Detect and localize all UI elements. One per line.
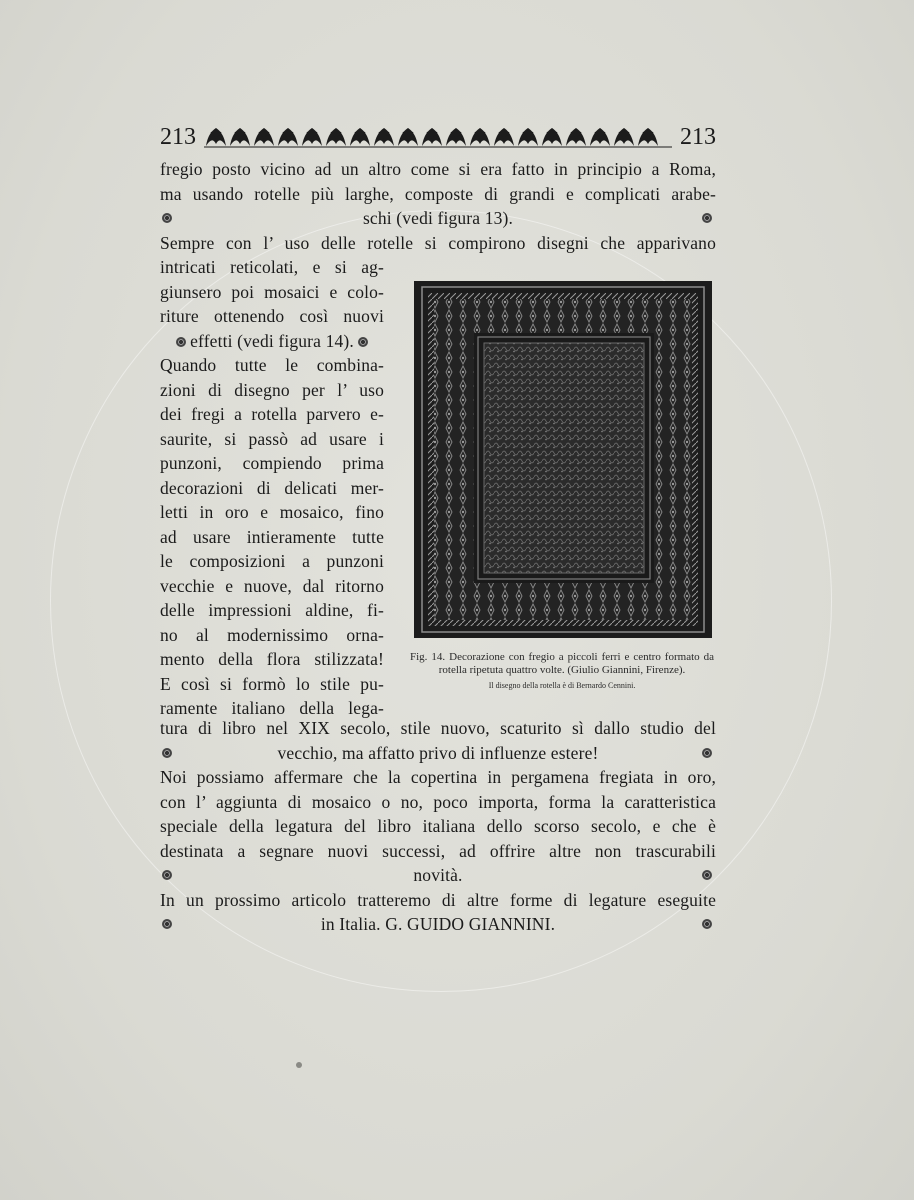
ornament-icon bbox=[702, 748, 712, 758]
ornament-icon bbox=[358, 337, 368, 347]
text-line: mento della flora stilizzata! bbox=[160, 649, 384, 669]
text-line: speciale della legatura del libro italiana dello scorso secolo, e che è bbox=[160, 816, 716, 836]
caption-credit: Il disegno della rotella è di Bernardo Cennini. bbox=[488, 681, 636, 690]
text-line: letti in oro e mosaico, fino bbox=[160, 502, 384, 522]
ornament-icon bbox=[702, 919, 712, 929]
text-line: ad usare intieramente tutte bbox=[160, 526, 384, 547]
text-line: tura di libro nel XIX secolo, stile nuovo, scaturito sì dallo studio del bbox=[160, 718, 716, 738]
text-line: novità. bbox=[413, 865, 463, 885]
text-line-centered bbox=[160, 741, 716, 766]
text-line: no al modernissimo orna- bbox=[160, 624, 384, 645]
text-line: riture ottenendo così nuovi bbox=[160, 306, 384, 326]
text-line: schi (vedi figura 13). bbox=[362, 208, 514, 228]
page-number-left: 213 bbox=[160, 124, 196, 150]
text-line: giunsero poi mosaici e colo- bbox=[160, 281, 384, 302]
text-line: saurite, si passò ad usare i bbox=[160, 428, 384, 449]
text-line-signature: in Italia. G. GUIDO GIANNINI. bbox=[320, 914, 556, 934]
ornament-icon bbox=[702, 870, 712, 880]
text-line: le composizioni a punzoni bbox=[160, 551, 384, 571]
ornament-icon bbox=[162, 748, 172, 758]
paper-speck bbox=[296, 1062, 302, 1068]
text-line: In un prossimo articolo tratteremo di altre forme di legature eseguite bbox=[160, 889, 716, 910]
text-line: con l’ aggiunta di mosaico o no, poco importa, forma la caratteristica bbox=[160, 791, 716, 812]
ornamental-frieze-icon bbox=[204, 126, 672, 148]
text-line-ornamented bbox=[160, 329, 384, 354]
text-line: Noi possiamo affermare che la copertina in pergamena fregiata in oro, bbox=[160, 767, 716, 787]
book-cover-figure bbox=[414, 281, 712, 638]
text-line-centered bbox=[160, 912, 716, 937]
text-line-centered bbox=[160, 863, 716, 888]
text-line: punzoni, compiendo prima bbox=[160, 453, 384, 473]
text-line: fregio posto vicino ad un altro come si era fatto in principio a Roma, bbox=[160, 159, 716, 179]
text-line-centered bbox=[160, 206, 716, 231]
text-line: vecchio, ma affatto privo di influenze estere! bbox=[277, 742, 599, 763]
text-line: destinata a segnare nuovi successi, ad offrire altre non trascurabili bbox=[160, 840, 716, 861]
ornament-icon bbox=[702, 213, 712, 223]
page-header bbox=[160, 122, 716, 152]
text-line: ramente italiano della lega- bbox=[160, 698, 384, 718]
text-line: zioni di disegno per l’ uso bbox=[160, 379, 384, 400]
ornament-icon bbox=[162, 870, 172, 880]
text-line: effetti (vedi figura 14). bbox=[190, 330, 354, 351]
caption-text: Fig. 14. Decorazione con fregio a piccoli ferri e centro formato da rotella ripetuta quattro volte. (Giulio Giannini, Firenze). bbox=[410, 651, 714, 676]
page-number-right: 213 bbox=[680, 124, 716, 150]
text-line: delle impressioni aldine, fi- bbox=[160, 600, 384, 620]
text-line: E così si formò lo stile pu- bbox=[160, 673, 384, 694]
body-text-wrapped bbox=[160, 255, 388, 721]
text-line: intricati reticolati, e si ag- bbox=[160, 257, 384, 277]
ornament-icon bbox=[162, 919, 172, 929]
body-text-bottom bbox=[160, 716, 716, 937]
figure-caption bbox=[410, 651, 714, 692]
text-line: vecchie e nuove, dal ritorno bbox=[160, 575, 384, 596]
text-line: Quando tutte le combina- bbox=[160, 355, 384, 375]
text-line: ma usando rotelle più larghe, composte di grandi e complicati arabe- bbox=[160, 183, 716, 204]
text-line: dei fregi a rotella parvero e- bbox=[160, 404, 384, 424]
text-line: decorazioni di delicati mer- bbox=[160, 477, 384, 498]
body-text-top bbox=[160, 157, 716, 255]
ornament-icon bbox=[162, 213, 172, 223]
ornament-icon bbox=[176, 337, 186, 347]
text-line: Sempre con l’ uso delle rotelle si compirono disegni che apparivano bbox=[160, 232, 716, 253]
